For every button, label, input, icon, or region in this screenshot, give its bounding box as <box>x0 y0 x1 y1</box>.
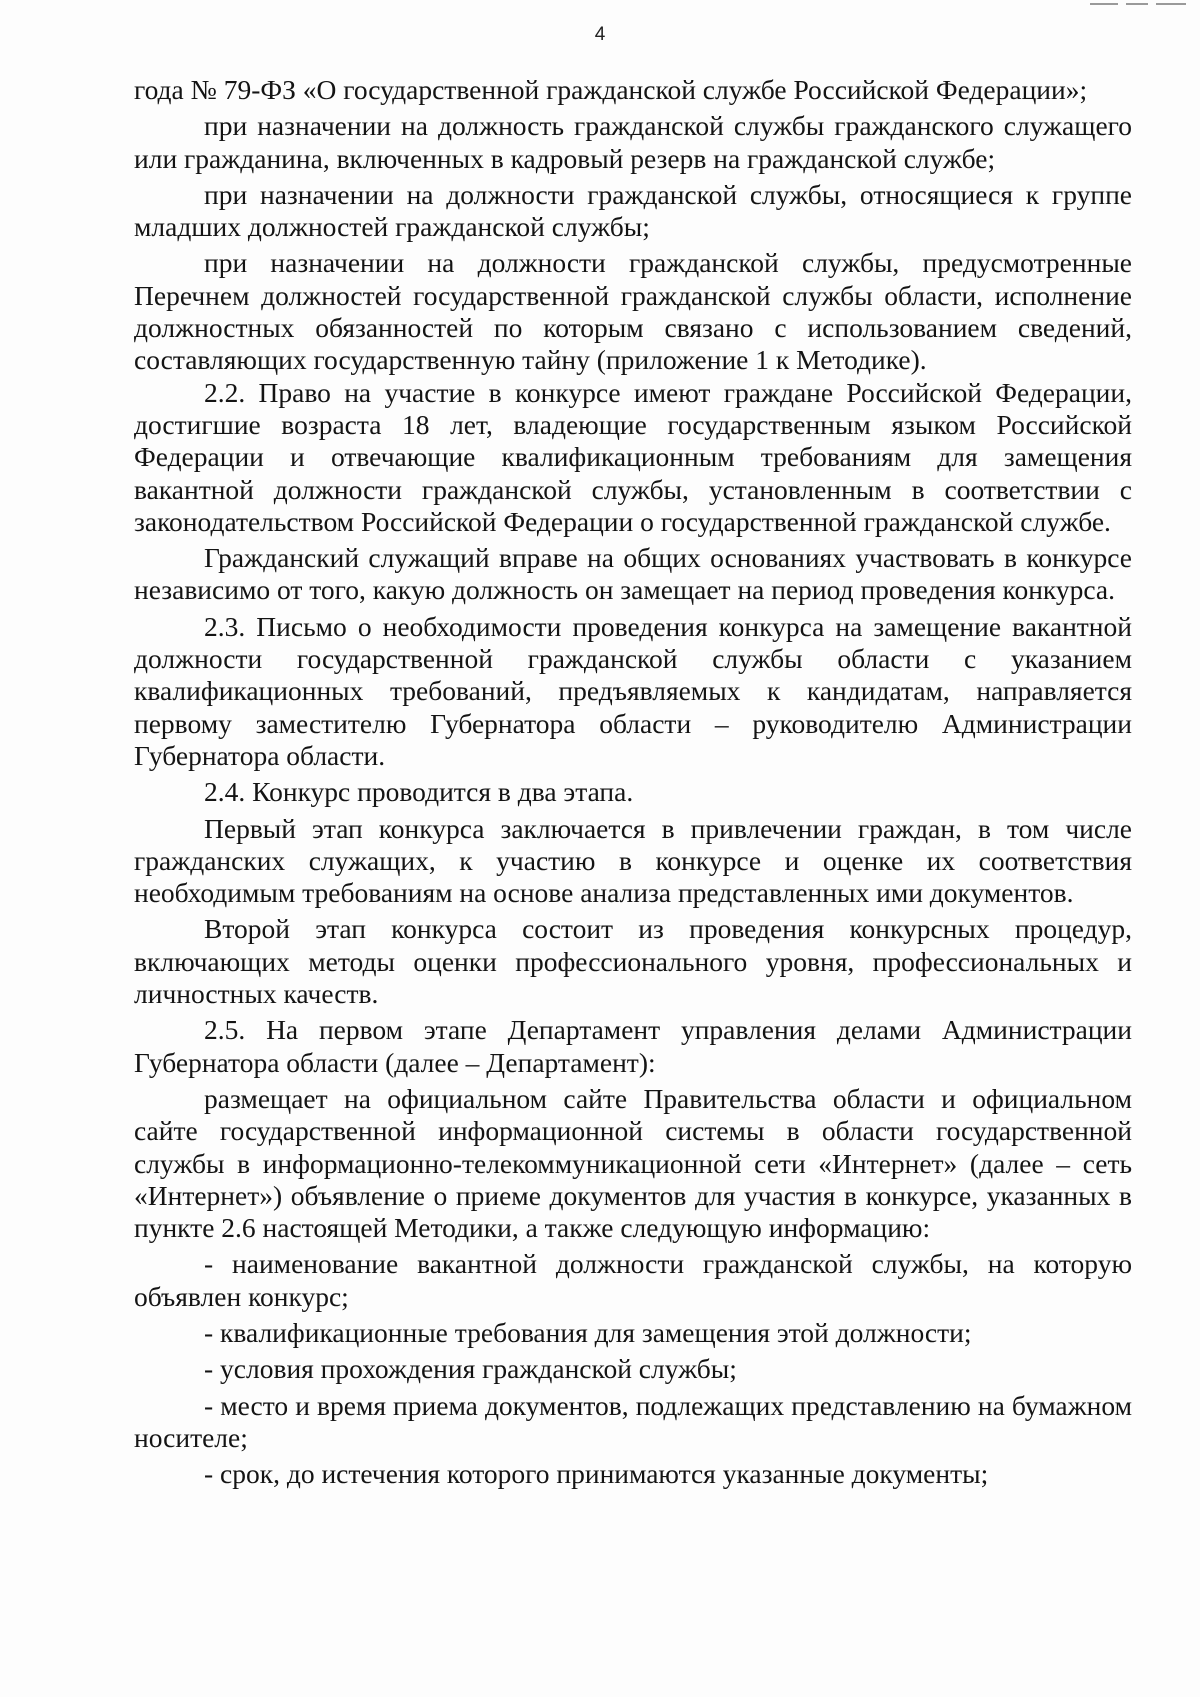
list-item-deadline: - срок, до истечения которого принимаются указанные документы; <box>204 1458 989 1490</box>
paragraph-2-2: 2.2. Право на участие в конкурсе имеют граждане Российской Федерации, достигшие возраста 18 лет, владеющие государственным языком Российской Федерации и отвечающие квалификационным требованиям для замещения вакантной должности гражданской службы, установленным в соответствии с законодательством Российской Федерации о государственной гражданской службе. <box>134 376 1132 537</box>
paragraph-2-3: 2.3. Письмо о необходимости проведения конкурса на замещение вакантной должности государственной гражданской службы области с указанием квалификационных требований, предъявляемых к кандидатам, направляется первому заместителю Губернатора области – руководителю Администрации Губернатора области. <box>134 610 1132 771</box>
paragraph-first-stage: Первый этап конкурса заключается в привлечении граждан, в том числе гражданских служащих, к участию в конкурсе и оценке их соответствия необходимым требованиям на основе анализа представленных ими документов. <box>134 812 1132 909</box>
paragraph-2-4: 2.4. Конкурс проводится в два этапа. <box>204 776 634 808</box>
paragraph-second-stage: Второй этап конкурса состоит из проведения конкурсных процедур, включающих методы оценки профессионального уровня, профессиональных и личностных качеств. <box>134 913 1132 1010</box>
list-item-qualification-requirements: - квалификационные требования для замещения этой должности; <box>204 1316 972 1348</box>
paragraph-junior-positions: при назначении на должности гражданской службы, относящиеся к группе младших должностей гражданской службы; <box>134 178 1132 243</box>
document-body <box>134 74 1132 1490</box>
paragraph-publication: размещает на официальном сайте Правительства области и официальном сайте государственной информационной системы в области государственной службы в информационно-телекоммуникационной сети «Интернет» (далее – сеть «Интернет») объявление о приеме документов для участия в конкурсе, указанных в пункте 2.6 настоящей Методики, а также следующую информацию: <box>134 1082 1132 1244</box>
paragraph-state-secret-positions: при назначении на должности гражданской службы, предусмотренные Перечнем должностей государственной гражданской службы области, исполнение должностных обязанностей по которым связано с использованием сведений, составляющих государственную тайну (приложение 1 к Методике). <box>134 247 1132 376</box>
paragraph-law-reference: года № 79-ФЗ «О государственной гражданской службе Российской Федерации»; <box>134 74 1088 105</box>
paragraph-2-5: 2.5. На первом этапе Департамент управления делами Администрации Губернатора области (далее – Департамент): <box>134 1014 1132 1078</box>
list-item-position-name: - наименование вакантной должности гражданской службы, на которую объявлен конкурс; <box>134 1248 1132 1312</box>
paragraph-reserve-appointment: при назначении на должность гражданской службы гражданского служащего или гражданина, включенных в кадровый резерв на гражданской службе; <box>134 110 1132 174</box>
list-item-place-and-time: - место и время приема документов, подлежащих представлению на бумажном носителе; <box>134 1389 1132 1453</box>
scan-edge-mark <box>1060 0 1200 10</box>
paragraph-civil-servant-right: Гражданский служащий вправе на общих основаниях участвовать в конкурсе независимо от того, какую должность он замещает на период проведения конкурса. <box>134 542 1132 606</box>
page-number: 4 <box>594 24 606 45</box>
list-item-service-conditions: - условия прохождения гражданской службы; <box>204 1353 737 1385</box>
